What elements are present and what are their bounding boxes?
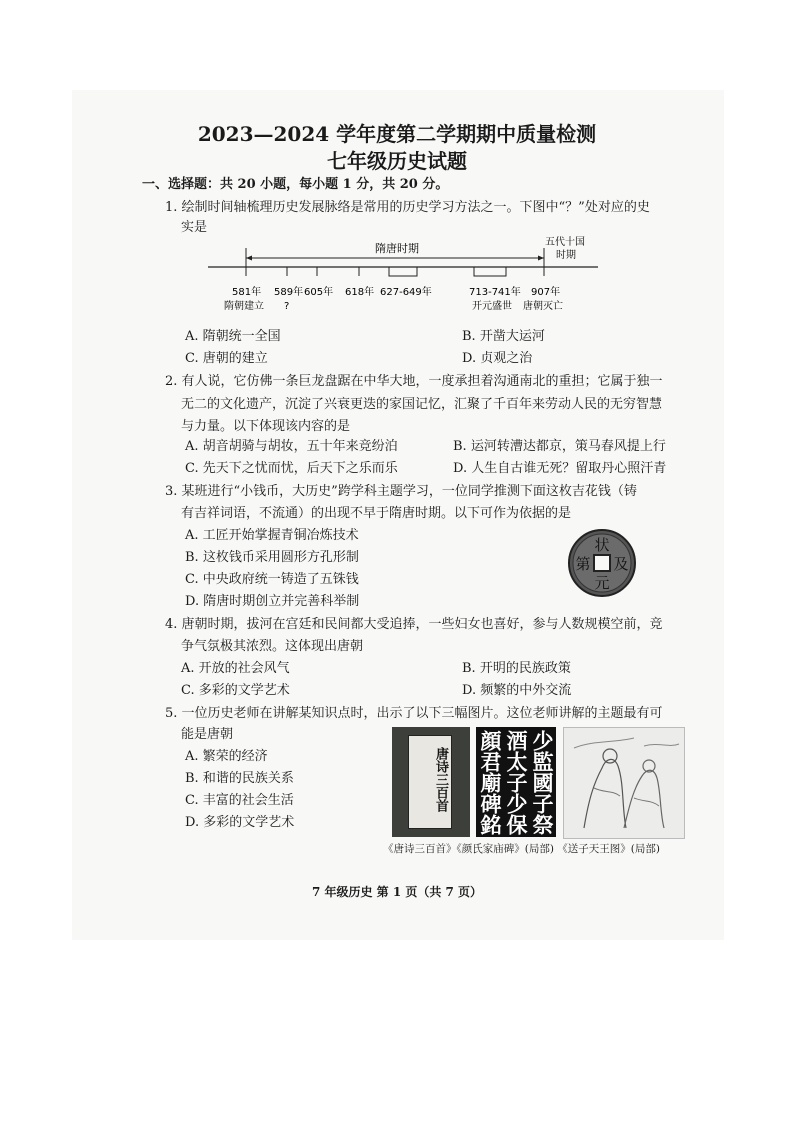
question-mark: ? [284,301,290,312]
q4-option-b: B. 开明的民族政策 [462,661,571,676]
painting-image [563,727,685,839]
q4-option-d: D. 频繁的中外交流 [462,683,572,698]
calligraphy-image [476,727,556,837]
q5-option-c: C. 丰富的社会生活 [185,793,294,808]
section-heading: 一、选择题：共 20 小题，每小题 1 分，共 20 分。 [142,177,449,192]
event-713: 开元盛世 [472,301,512,312]
year-627: 627-649年 [380,287,432,298]
calligraphy-col-3: 顔君廟碑銘 [478,730,503,835]
book-cover-image [392,727,470,837]
coin-char-bottom: 元 [594,574,610,592]
q4-stem-line1: 4. 唐朝时期，拔河在宫廷和民间都大受追捧，一些妇女也喜好，参与人数规模空前，竞 [165,617,663,632]
q1-option-d: D. 贞观之治 [462,351,533,366]
coin-char-right: 及 [613,555,629,573]
q3-stem-line2: 有吉祥词语，不流通）的出现不早于隋唐时期。以下可作为依据的是 [181,506,572,521]
figure-caption: 《唐诗三百首》《颜氏家庙碑》(局部) 《送子天王图》(局部) [383,843,660,855]
year-618: 618年 [345,287,375,298]
year-581: 581年 [232,287,262,298]
q1-option-c: C. 唐朝的建立 [185,351,268,366]
q2-option-d: D. 人生自古谁无死？留取丹心照汗青 [453,461,667,476]
q3-option-c: C. 中央政府统一铸造了五铢钱 [185,572,359,587]
q2-stem-line3: 与力量。以下体现该内容的是 [181,419,351,434]
q1-stem-line2: 实是 [181,220,208,235]
book-cover-title: 唐诗三百首 [433,747,448,812]
timeline-figure [200,236,610,316]
q4-stem-line2: 争气氛极其浓烈。这体现出唐朝 [181,639,364,654]
q4-option-a: A. 开放的社会风气 [181,661,290,676]
q1-stem-line1: 1. 绘制时间轴梳理历史发展脉络是常用的历史学习方法之一。下图中“？”处对应的史 [165,200,650,215]
next-period-label-1: 五代十国 [545,237,585,248]
coin-char-top: 状 [594,536,610,554]
next-period-label-2: 时期 [556,250,576,261]
calligraphy-col-2: 酒太子少保 [504,730,529,835]
exam-title: 2023—2024 学年度第二学期期中质量检测 [197,122,597,146]
q3-option-a: A. 工匠开始掌握青铜冶炼技术 [185,528,359,543]
q3-option-d: D. 隋唐时期创立并完善科举制 [185,594,360,609]
q4-option-c: C. 多彩的文学艺术 [181,683,290,698]
year-589: 589年 [274,287,304,298]
coin-image [567,528,637,598]
year-713: 713-741年 [469,287,521,298]
year-907: 907年 [531,287,561,298]
exam-subtitle: 七年级历史试题 [327,149,467,173]
q5-option-d: D. 多彩的文学艺术 [185,815,295,830]
period-label: 隋唐时期 [375,242,419,255]
coin-char-left: 第 [575,555,591,573]
q5-option-a: A. 繁荣的经济 [185,749,268,764]
q1-option-b: B. 开凿大运河 [462,329,545,344]
q1-option-a: A. 隋朝统一全国 [185,329,281,344]
q2-option-b: B. 运河转漕达都京，策马春风提上行 [453,439,666,454]
event-907: 唐朝灭亡 [523,301,563,312]
q2-stem-line2: 无二的文化遗产，沉淀了兴衰更迭的家国记忆，汇聚了千百年来劳动人民的无穷智慧 [181,397,663,412]
q3-option-b: B. 这枚钱币采用圆形方孔形制 [185,550,359,565]
q5-option-b: B. 和谐的民族关系 [185,771,294,786]
q2-stem-line1: 2. 有人说，它仿佛一条巨龙盘踞在中华大地，一度承担着沟通南北的重担；它属于独一 [165,374,663,389]
painting-sketch [564,728,684,838]
q5-stem-line2: 能是唐朝 [181,727,234,742]
event-581: 隋朝建立 [224,301,264,312]
q2-option-a: A. 胡音胡骑与胡妆，五十年来竞纷泊 [185,439,398,454]
q2-option-c: C. 先天下之忧而忧，后天下之乐而乐 [185,461,398,476]
q3-stem-line1: 3. 某班进行“小钱币，大历史”跨学科主题学习，一位同学推测下面这枚吉花钱（铸 [165,484,637,499]
calligraphy-col-1: 少監國子祭 [530,730,555,835]
q5-stem-line1: 5. 一位历史老师在讲解某知识点时，出示了以下三幅图片。这位老师讲解的主题最有可 [165,706,663,721]
page-footer: 7 年级历史 第 1 页（共 7 页） [311,885,483,899]
year-605: 605年 [304,287,334,298]
